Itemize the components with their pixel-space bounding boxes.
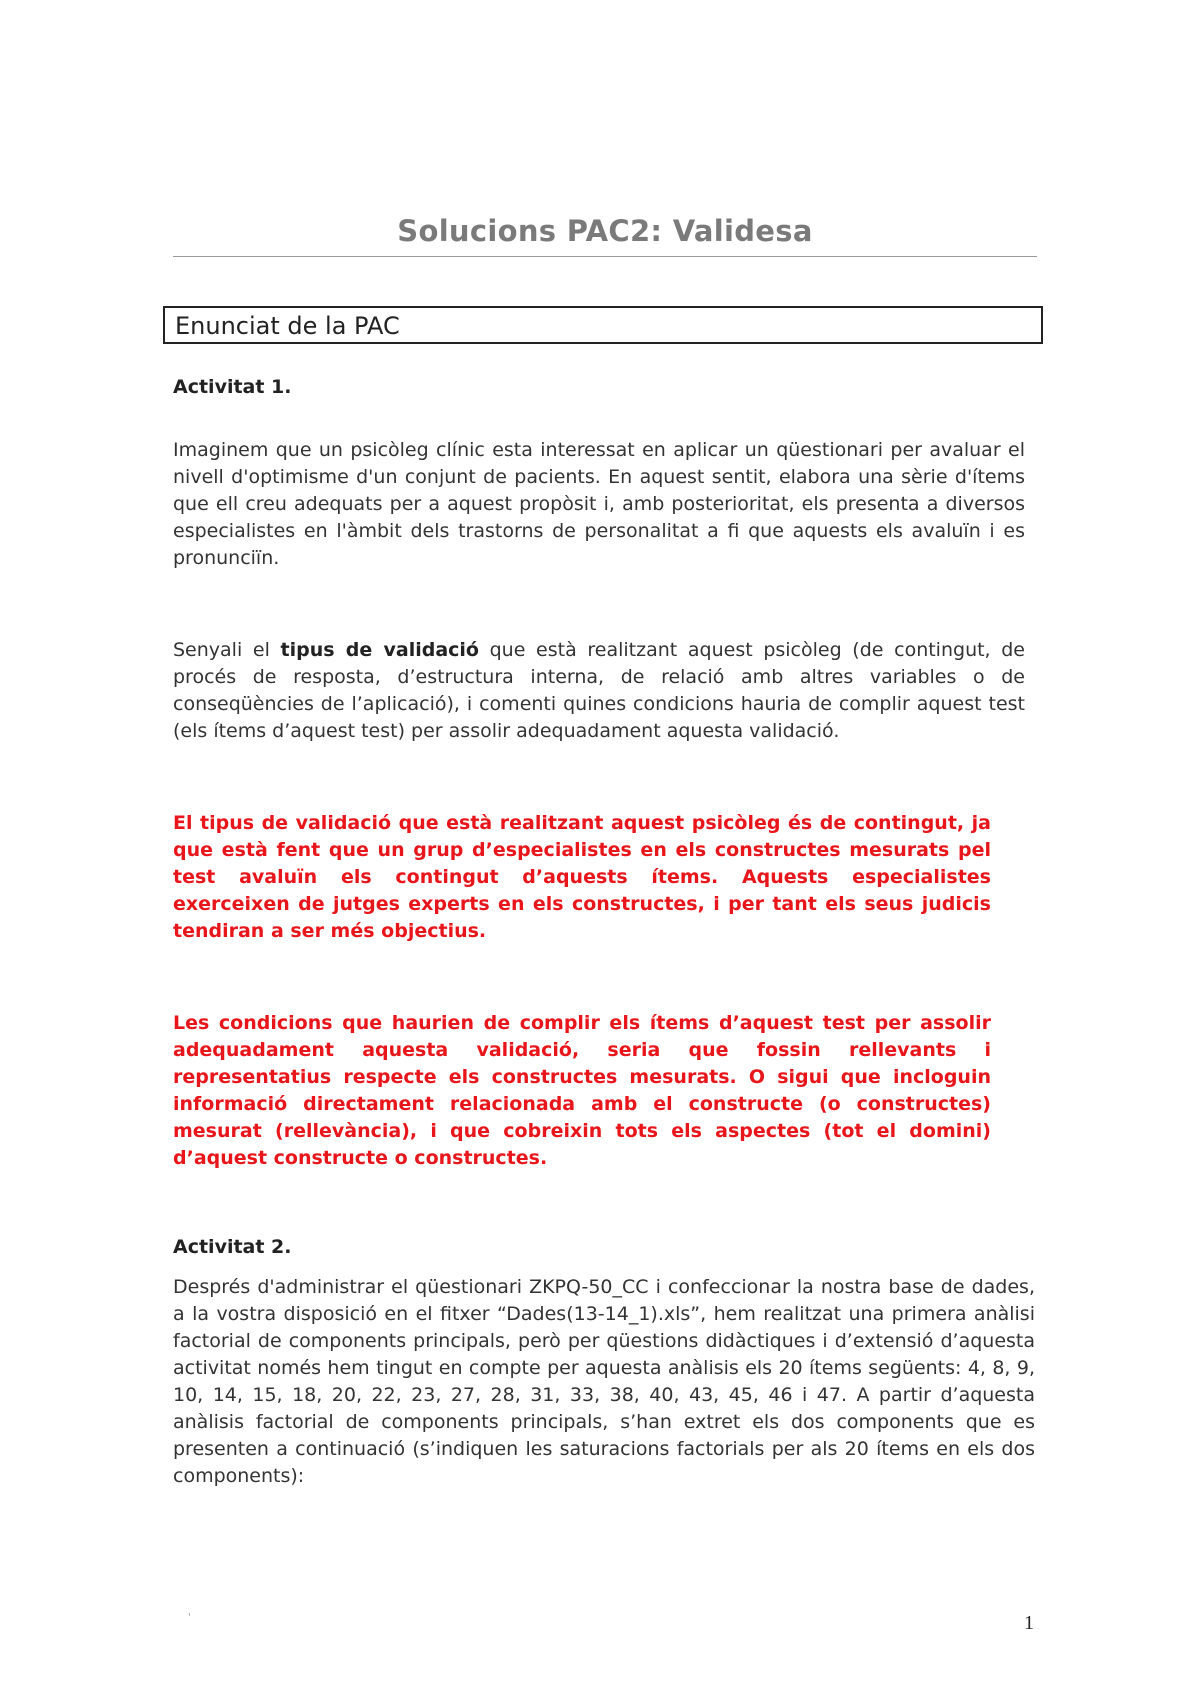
activity-1-statement: Imaginem que un psicòleg clínic esta interessat en aplicar un qüestionari per avaluar el nivell d'optimisme d'un conjunt de pacients. En aquest sentit, elabora una sèrie d'ítems que ell creu adequats per a aquest propòsit i, amb posterioritat, els presenta a diversos especialistes en l'àmbit dels trastorns de personalitat a fi que aquests els avaluïn i es pronunciïn. xyxy=(173,439,1025,569)
page-title: Solucions PAC2: Validesa xyxy=(397,214,813,248)
question-suffix: que està realitzant aquest psicòleg (de contingut, de procés de resposta, d’estructura interna, de relació amb altres variables o de conseqüències de l’aplicació), i comenti quines condicions hauria de complir aquest test (els ítems d’aquest test) per assolir adequadament aquesta validació. xyxy=(173,639,1025,742)
activity-2-heading: Activitat 2. xyxy=(173,1236,292,1258)
footer-mark: ' xyxy=(188,1612,191,1623)
page-number: 1 xyxy=(1024,1612,1034,1634)
question-emphasis: tipus de validació xyxy=(280,639,479,661)
title-divider xyxy=(173,256,1037,257)
section-header-box xyxy=(163,306,1043,344)
activity-1-heading: Activitat 1. xyxy=(173,376,292,398)
activity-1-answer-conditions: Les condicions que haurien de complir els ítems d’aquest test per assolir adequadament aquesta validació, seria que fossin rellevants i representatius respecte els constructes mesurats. O sigui que incloguin informació directament relacionada amb el constructe (o constructes) mesurat (rellevància), i que cobreixin tots els aspectes (tot el domini) d’aquest constructe o constructes. xyxy=(173,1012,991,1169)
activity-1-answer-validation-type: El tipus de validació que està realitzant aquest psicòleg és de contingut, ja que està fent que un grup d’especialistes en els constructes mesurats pel test avaluïn els contingut d’aquests ítems. Aquests especialistes exerceixen de jutges experts en els constructes, i per tant els seus judicis tendiran a ser més objectius. xyxy=(173,812,991,942)
activity-2-statement: Després d'administrar el qüestionari ZKPQ-50_CC i confeccionar la nostra base de dades, a la vostra disposició en el fitxer “Dades(13-14_1).xls”, hem realitzat una primera anàlisi factorial de components principals, però per qüestions didàctiques i d’extensió d’aquesta activitat només hem tingut en compte per aquesta anàlisis els 20 ítems següents: 4, 8, 9, 10, 14, 15, 18, 20, 22, 23, 27, 28, 31, 33, 38, 40, 43, 45, 46 i 47. A partir d’aquesta anàlisis factorial de components principals, s’han extret els dos components que es presenten a continuació (s’indiquen les saturacions factorials per als 20 ítems en els dos components): xyxy=(173,1276,1035,1487)
activity-1-question xyxy=(173,637,1025,745)
section-header-label: Enunciat de la PAC xyxy=(175,312,400,340)
question-prefix: Senyali el xyxy=(173,639,281,661)
